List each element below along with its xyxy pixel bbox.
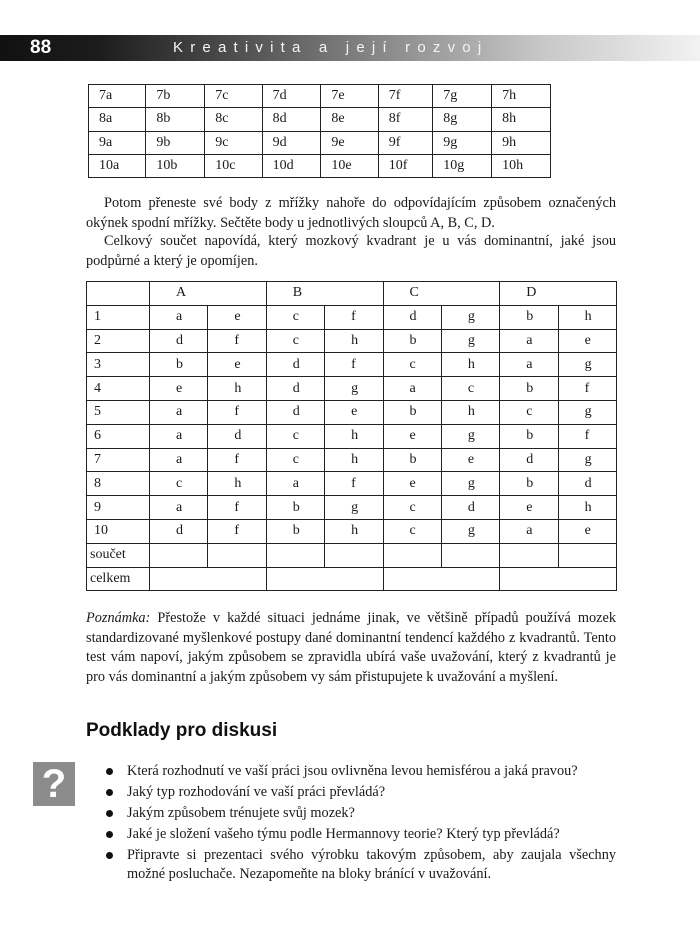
grid2-cell: a bbox=[150, 448, 208, 472]
grid1-cell: 8f bbox=[378, 108, 433, 131]
grid2-cell: d bbox=[266, 353, 324, 377]
question-number: 10 bbox=[87, 519, 150, 543]
grid2-cell: h bbox=[325, 519, 383, 543]
question-number: 8 bbox=[87, 472, 150, 496]
question-number: 3 bbox=[87, 353, 150, 377]
grid1-cell: 7a bbox=[89, 85, 146, 108]
grid2-cell: f bbox=[208, 519, 266, 543]
grid2-row bbox=[87, 353, 617, 377]
answer-grid-top bbox=[88, 84, 551, 178]
grid2-cell: b bbox=[383, 329, 441, 353]
bullet-icon bbox=[106, 789, 113, 796]
grid2-cell: g bbox=[441, 472, 499, 496]
sum-row bbox=[87, 543, 617, 567]
grid1-cell: 8g bbox=[433, 108, 492, 131]
question-mark-icon bbox=[33, 762, 75, 806]
grid1-cell: 8b bbox=[146, 108, 205, 131]
grid2-cell: b bbox=[500, 424, 558, 448]
discussion-item-text: Jaké je složení vašeho týmu podle Hermannovy teorie? Který typ převládá? bbox=[127, 826, 560, 842]
quadrant-header: C bbox=[383, 282, 500, 306]
grid1-cell: 10f bbox=[378, 154, 433, 177]
grid2-cell: d bbox=[558, 472, 616, 496]
question-number: 9 bbox=[87, 496, 150, 520]
grid2-cell: b bbox=[500, 377, 558, 401]
grid1-cell: 9b bbox=[146, 131, 205, 154]
note-label: Poznámka: bbox=[86, 610, 151, 626]
total-row bbox=[87, 567, 617, 591]
grid2-cell: g bbox=[441, 519, 499, 543]
grid2-cell: e bbox=[325, 400, 383, 424]
grid2-cell: f bbox=[325, 305, 383, 329]
grid1-cell: 8h bbox=[492, 108, 551, 131]
grid2-cell: h bbox=[325, 329, 383, 353]
grid1-cell: 10c bbox=[205, 154, 262, 177]
discussion-item bbox=[106, 804, 616, 823]
sum-cell[interactable] bbox=[266, 543, 324, 567]
section-heading: Podklady pro diskusi bbox=[86, 720, 278, 741]
grid1-cell: 7f bbox=[378, 85, 433, 108]
grid2-cell: e bbox=[441, 448, 499, 472]
grid1-cell: 7c bbox=[205, 85, 262, 108]
grid2-cell: b bbox=[500, 305, 558, 329]
bullet-icon bbox=[106, 852, 113, 859]
note-paragraph bbox=[86, 609, 616, 687]
sum-cell[interactable] bbox=[500, 543, 558, 567]
grid1-cell: 10a bbox=[89, 154, 146, 177]
grid2-row bbox=[87, 448, 617, 472]
question-number: 7 bbox=[87, 448, 150, 472]
page-number: 88 bbox=[30, 37, 52, 58]
grid2-cell: d bbox=[266, 377, 324, 401]
question-number: 5 bbox=[87, 400, 150, 424]
grid2-cell: d bbox=[208, 424, 266, 448]
grid2-cell: f bbox=[325, 353, 383, 377]
grid2-cell: b bbox=[266, 496, 324, 520]
grid1-cell: 10b bbox=[146, 154, 205, 177]
grid2-cell: f bbox=[208, 448, 266, 472]
total-cell[interactable] bbox=[266, 567, 383, 591]
grid2-cell: d bbox=[150, 519, 208, 543]
grid2-cell: f bbox=[208, 400, 266, 424]
grid2-cell: h bbox=[441, 353, 499, 377]
note-text: Přestože v každé situaci jednáme jinak, ve většině případů používá mozek standardizované myšlenkové postupy dané dominantní tendencí každého z kvadrantů. Tento test vám napoví, jakým způsobem se zpravidla ubírá vaše uvažování, který z kvadrantů je pro vás dominantní a jakým způsobem vy sám přistupujete k uvažování a myšlení. bbox=[86, 610, 616, 685]
grid1-cell: 9g bbox=[433, 131, 492, 154]
question-number: 4 bbox=[87, 377, 150, 401]
grid2-cell: a bbox=[500, 519, 558, 543]
grid2-row bbox=[87, 472, 617, 496]
grid1-cell: 7e bbox=[321, 85, 378, 108]
grid2-cell: g bbox=[441, 329, 499, 353]
total-cell[interactable] bbox=[500, 567, 617, 591]
grid2-cell: e bbox=[208, 305, 266, 329]
grid2-cell: e bbox=[383, 472, 441, 496]
grid2-cell: a bbox=[150, 496, 208, 520]
grid2-cell: a bbox=[266, 472, 324, 496]
grid1-cell: 9e bbox=[321, 131, 378, 154]
total-cell[interactable] bbox=[383, 567, 500, 591]
grid2-row bbox=[87, 329, 617, 353]
grid2-cell: g bbox=[441, 424, 499, 448]
question-number: 1 bbox=[87, 305, 150, 329]
grid2-row bbox=[87, 519, 617, 543]
grid2-cell: h bbox=[325, 448, 383, 472]
grid2-cell: f bbox=[558, 377, 616, 401]
grid1-cell: 10e bbox=[321, 154, 378, 177]
discussion-list bbox=[106, 762, 616, 886]
grid2-row bbox=[87, 424, 617, 448]
grid2-row bbox=[87, 496, 617, 520]
grid2-cell: h bbox=[441, 400, 499, 424]
grid2-cell: f bbox=[208, 496, 266, 520]
grid2-cell: e bbox=[500, 496, 558, 520]
grid2-cell: b bbox=[500, 472, 558, 496]
bullet-icon bbox=[106, 810, 113, 817]
grid2-cell: d bbox=[500, 448, 558, 472]
grid1-cell: 7g bbox=[433, 85, 492, 108]
grid2-cell: h bbox=[558, 305, 616, 329]
grid2-cell: f bbox=[558, 424, 616, 448]
sum-cell[interactable] bbox=[150, 543, 208, 567]
total-label: celkem bbox=[87, 567, 150, 591]
grid2-cell: b bbox=[383, 400, 441, 424]
grid1-cell: 8e bbox=[321, 108, 378, 131]
sum-label: součet bbox=[87, 543, 150, 567]
grid2-cell: g bbox=[558, 400, 616, 424]
grid2-cell: f bbox=[208, 329, 266, 353]
question-mark-glyph: ? bbox=[41, 762, 67, 806]
sum-cell[interactable] bbox=[383, 543, 441, 567]
discussion-item-text: Která rozhodnutí ve vaší práci jsou ovlivněna levou hemisférou a jaká pravou? bbox=[127, 763, 578, 779]
grid1-cell: 7h bbox=[492, 85, 551, 108]
quadrant-header: D bbox=[500, 282, 617, 306]
grid2-cell: e bbox=[150, 377, 208, 401]
grid2-header-row bbox=[87, 282, 617, 306]
grid2-cell: e bbox=[558, 329, 616, 353]
grid2-cell: c bbox=[500, 400, 558, 424]
grid1-cell: 7b bbox=[146, 85, 205, 108]
running-title: Kreativita a její rozvoj bbox=[173, 39, 489, 56]
grid2-cell: a bbox=[500, 353, 558, 377]
grid2-cell: c bbox=[266, 424, 324, 448]
discussion-item-text: Jakým způsobem trénujete svůj mozek? bbox=[127, 805, 355, 821]
header-bar bbox=[0, 35, 700, 61]
grid2-cell: c bbox=[266, 329, 324, 353]
grid2-cell: g bbox=[558, 353, 616, 377]
grid2-cell: e bbox=[383, 424, 441, 448]
grid2-cell: g bbox=[325, 496, 383, 520]
grid2-cell: a bbox=[150, 424, 208, 448]
grid2-row bbox=[87, 305, 617, 329]
discussion-item bbox=[106, 825, 616, 844]
grid2-cell: d bbox=[266, 400, 324, 424]
grid1-row bbox=[89, 85, 551, 108]
total-cell[interactable] bbox=[150, 567, 267, 591]
grid1-row bbox=[89, 108, 551, 131]
grid2-cell: g bbox=[558, 448, 616, 472]
grid2-row bbox=[87, 377, 617, 401]
grid2-cell: g bbox=[325, 377, 383, 401]
discussion-item bbox=[106, 762, 616, 781]
grid2-cell: a bbox=[150, 305, 208, 329]
grid1-cell: 9a bbox=[89, 131, 146, 154]
grid1-cell: 9h bbox=[492, 131, 551, 154]
grid1-row bbox=[89, 131, 551, 154]
grid1-cell: 9d bbox=[262, 131, 321, 154]
grid2-corner-cell bbox=[87, 282, 150, 306]
grid1-cell: 10h bbox=[492, 154, 551, 177]
question-number: 2 bbox=[87, 329, 150, 353]
instruction-paragraph-2: Celkový součet napovídá, který mozkový kvadrant je u vás dominantní, jaké jsou podpůrné a který je opomíjen. bbox=[86, 233, 616, 269]
sum-cell[interactable] bbox=[325, 543, 383, 567]
grid2-cell: g bbox=[441, 305, 499, 329]
grid2-cell: h bbox=[325, 424, 383, 448]
grid2-cell: c bbox=[266, 448, 324, 472]
instruction-paragraph-1: Potom přeneste své body z mřížky nahoře do odpovídajícím způsobem označených okýnek spodní mřížky. Sečtěte body u jednotlivých sloupců A, B, C, D. bbox=[86, 195, 616, 231]
sum-cell[interactable] bbox=[441, 543, 499, 567]
bullet-icon bbox=[106, 768, 113, 775]
grid2-cell: c bbox=[383, 496, 441, 520]
discussion-item bbox=[106, 783, 616, 802]
grid2-cell: e bbox=[558, 519, 616, 543]
bullet-icon bbox=[106, 831, 113, 838]
discussion-item-text: Připravte si prezentaci svého výrobku takovým způsobem, aby zaujala všechny možné posluchače. Nezapomeňte na bloky bránící v uvažování. bbox=[127, 847, 616, 882]
grid1-cell: 8a bbox=[89, 108, 146, 131]
grid1-cell: 9c bbox=[205, 131, 262, 154]
grid2-cell: b bbox=[150, 353, 208, 377]
grid2-cell: c bbox=[383, 519, 441, 543]
grid1-cell: 10d bbox=[262, 154, 321, 177]
grid2-cell: d bbox=[150, 329, 208, 353]
grid2-cell: h bbox=[208, 472, 266, 496]
grid1-cell: 8c bbox=[205, 108, 262, 131]
grid2-cell: c bbox=[150, 472, 208, 496]
grid2-cell: b bbox=[383, 448, 441, 472]
grid2-cell: c bbox=[266, 305, 324, 329]
quadrant-header: B bbox=[266, 282, 383, 306]
grid1-row bbox=[89, 154, 551, 177]
grid2-row bbox=[87, 400, 617, 424]
grid2-cell: a bbox=[500, 329, 558, 353]
question-number: 6 bbox=[87, 424, 150, 448]
grid2-cell: a bbox=[383, 377, 441, 401]
grid2-cell: d bbox=[441, 496, 499, 520]
grid2-cell: h bbox=[558, 496, 616, 520]
grid2-cell: c bbox=[383, 353, 441, 377]
grid2-cell: e bbox=[208, 353, 266, 377]
discussion-item-text: Jaký typ rozhodování ve vaší práci převládá? bbox=[127, 784, 386, 800]
grid2-cell: c bbox=[441, 377, 499, 401]
sum-cell[interactable] bbox=[558, 543, 616, 567]
sum-cell[interactable] bbox=[208, 543, 266, 567]
grid2-cell: d bbox=[383, 305, 441, 329]
grid1-cell: 9f bbox=[378, 131, 433, 154]
grid2-cell: b bbox=[266, 519, 324, 543]
grid1-cell: 7d bbox=[262, 85, 321, 108]
grid2-cell: f bbox=[325, 472, 383, 496]
discussion-item bbox=[106, 846, 616, 884]
grid1-cell: 8d bbox=[262, 108, 321, 131]
quadrant-score-grid bbox=[86, 281, 617, 591]
grid2-cell: a bbox=[150, 400, 208, 424]
grid2-cell: h bbox=[208, 377, 266, 401]
quadrant-header: A bbox=[150, 282, 267, 306]
grid1-cell: 10g bbox=[433, 154, 492, 177]
